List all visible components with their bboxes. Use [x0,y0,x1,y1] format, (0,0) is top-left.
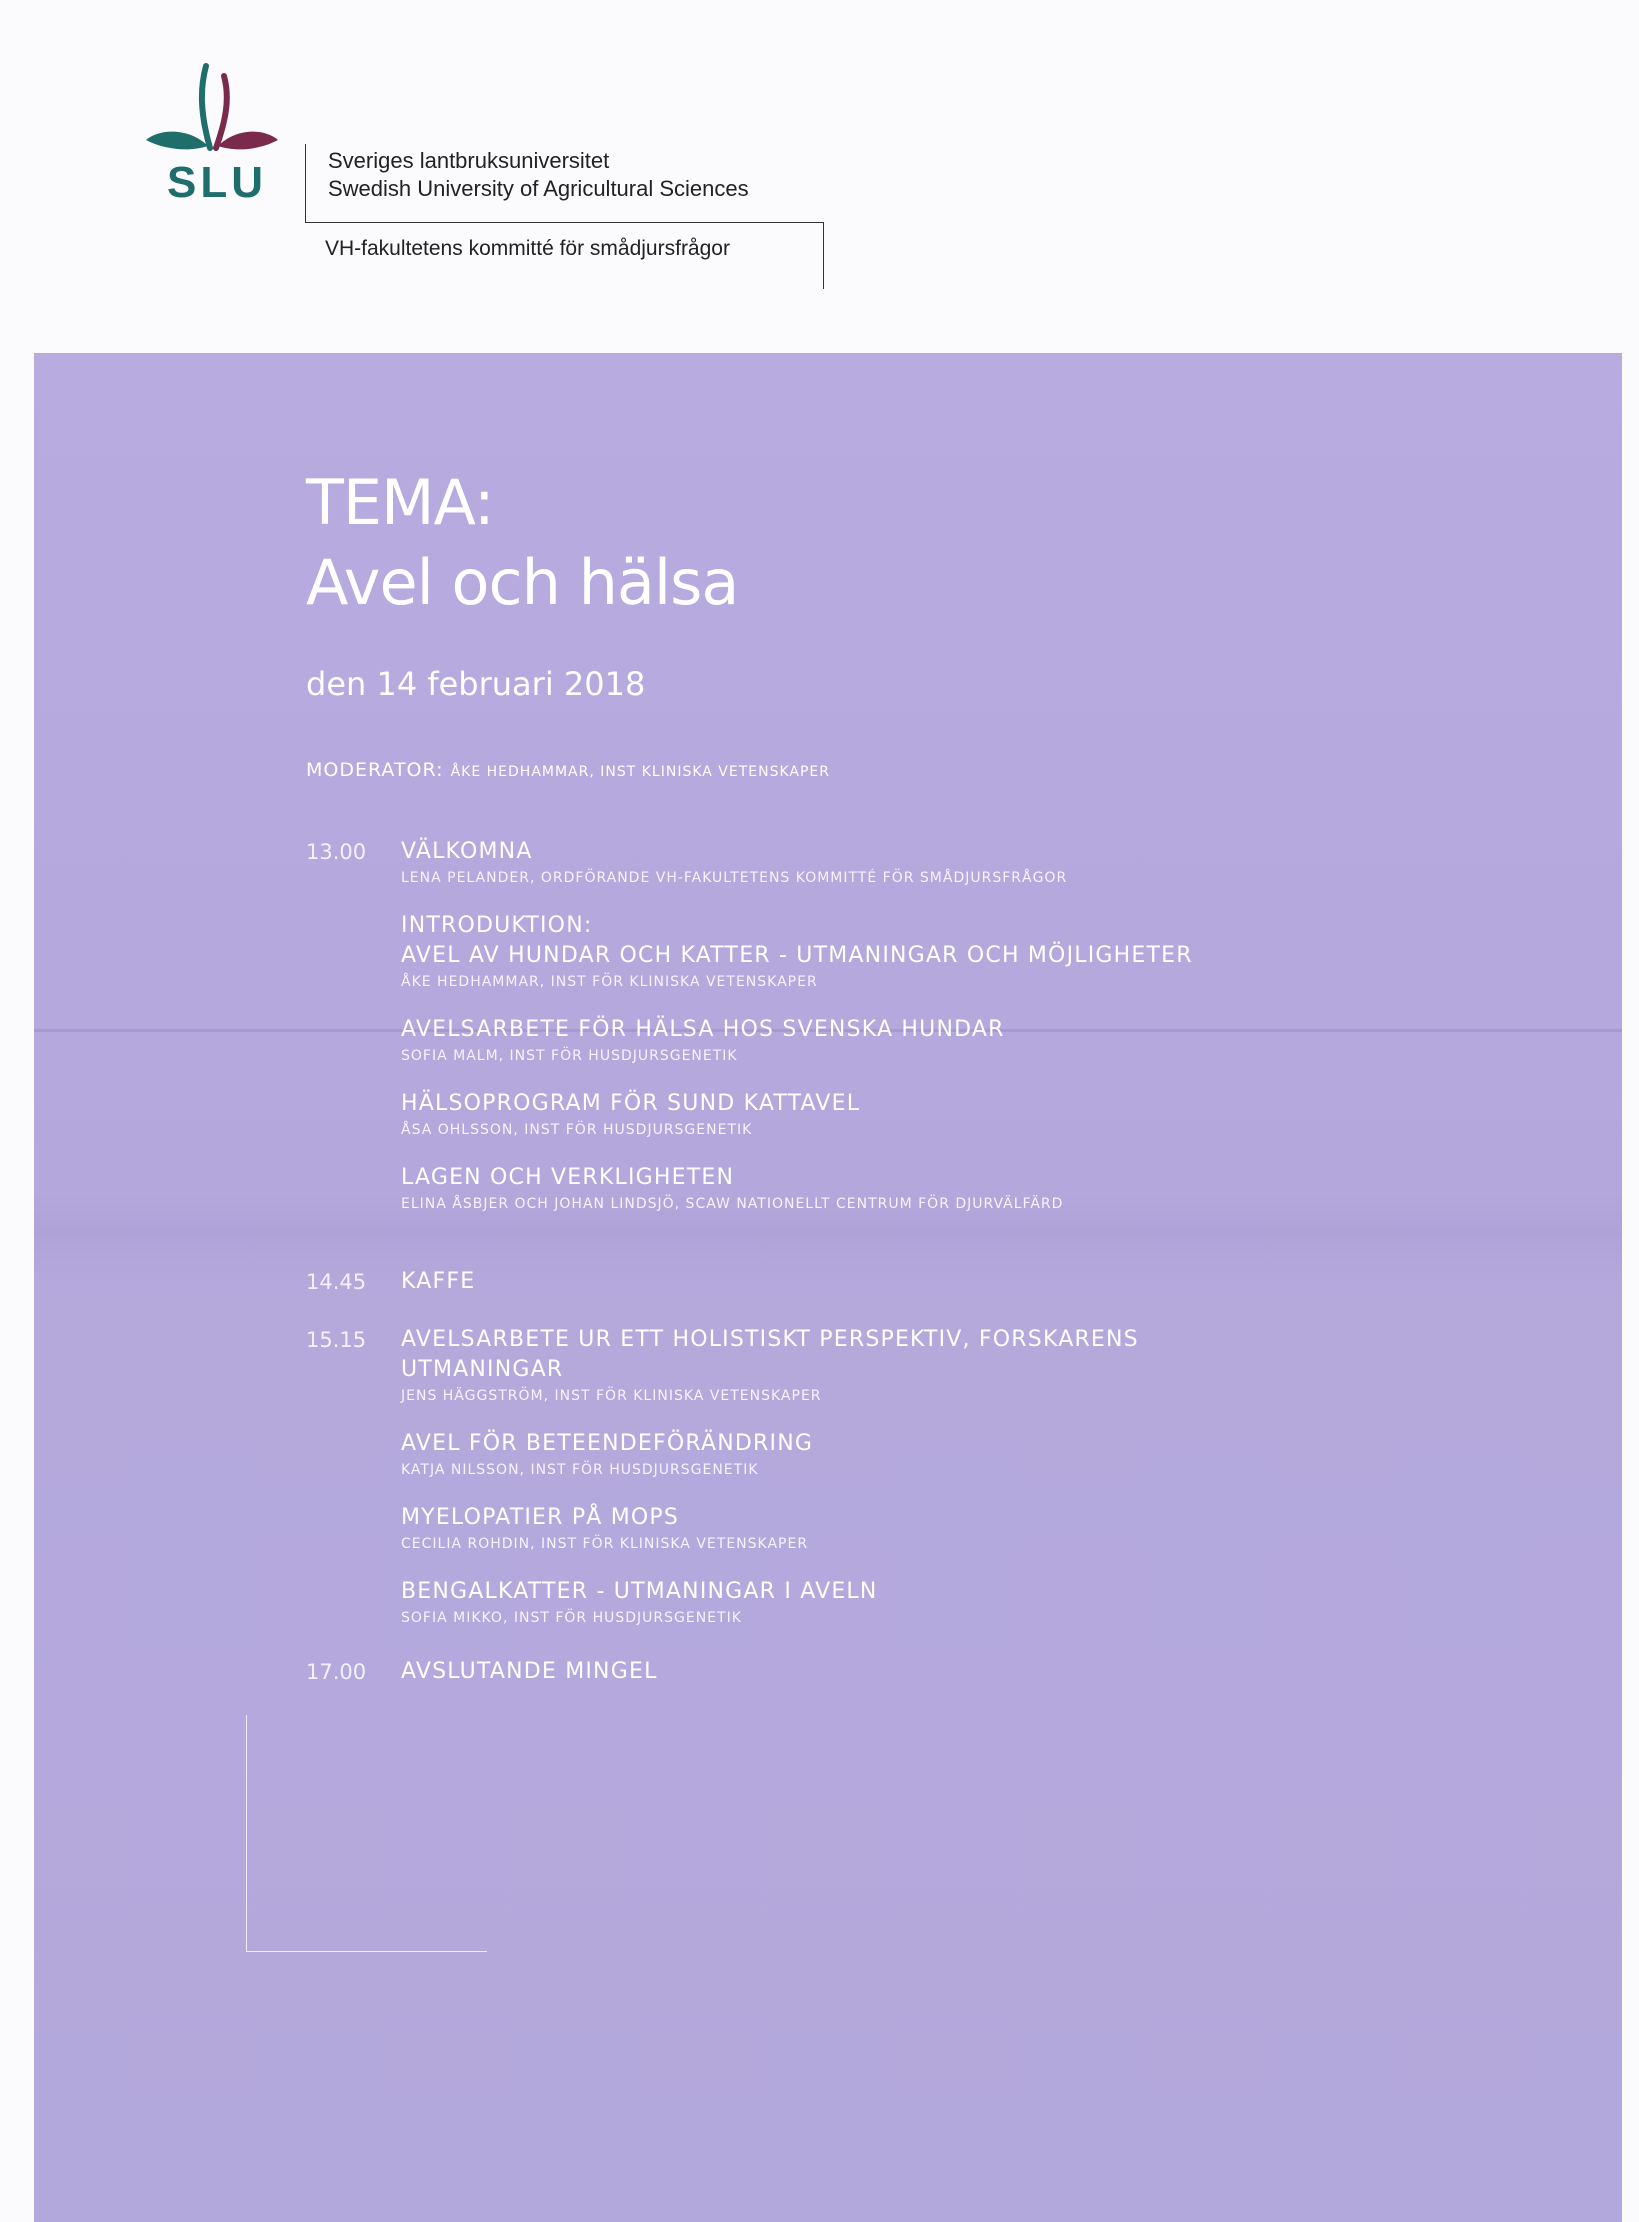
slu-leaf-icon [140,58,290,168]
event-date: den 14 februari 2018 [306,665,646,703]
program-panel [34,353,1622,2222]
agenda-item [306,1577,1506,1629]
agenda-time [306,1429,401,1481]
agenda-body [401,1015,1506,1067]
agenda-speaker: ELINA ÅSBJER OCH JOHAN LINDSJÖ, SCAW NATIONELLT CENTRUM FÖR DJURVÄLFÄRD [401,1196,1064,1212]
agenda-time [306,1163,401,1215]
agenda-item [306,1163,1506,1215]
decorative-bracket [246,1715,487,1952]
agenda-time [306,911,401,993]
agenda-time: 14.45 [306,1270,367,1294]
agenda-list [306,837,1506,1687]
agenda-speaker: SOFIA MALM, INST FÖR HUSDJURSGENETIK [401,1048,738,1064]
agenda-item [306,1429,1506,1481]
agenda-body [401,1089,1506,1141]
agenda-title: KAFFE [401,1269,476,1294]
agenda-time: 15.15 [306,1328,367,1352]
agenda-body [401,1429,1506,1481]
agenda-body [401,911,1506,993]
agenda-speaker: SOFIA MIKKO, INST FÖR HUSDJURSGENETIK [401,1610,742,1626]
program-content [306,463,1506,1709]
agenda-speaker: LENA PELANDER, ORDFÖRANDE VH-FAKULTETENS KOMMITTÉ FÖR SMÅDJURSFRÅGOR [401,870,1068,886]
document-header [0,0,1639,330]
agenda-item [306,1089,1506,1141]
agenda-item [306,1015,1506,1067]
agenda-time [306,1015,401,1067]
moderator-line [306,759,1506,781]
agenda-item [306,1325,1506,1407]
agenda-item [306,837,1506,889]
agenda-title: BENGALKATTER - UTMANINGAR I AVELN [401,1579,878,1604]
agenda-body [401,837,1506,889]
agenda-body [401,1325,1506,1407]
slu-wordmark: SLU [167,158,267,207]
agenda-item [306,1657,1506,1687]
agenda-title: HÄLSOPROGRAM FÖR SUND KATTAVEL [401,1091,861,1116]
agenda-speaker: ÅKE HEDHAMMAR, INST FÖR KLINISKA VETENSKAPER [401,974,818,990]
theme-title [306,463,1506,623]
agenda-body [401,1577,1506,1629]
agenda-title: MYELOPATIER PÅ MOPS [401,1505,680,1530]
agenda-speaker: JENS HÄGGSTRÖM, INST FÖR KLINISKA VETENSKAPER [401,1388,822,1404]
agenda-title: INTRODUKTION: AVEL AV HUNDAR OCH KATTER - UTMANINGAR OCH MÖJLIGHETER [401,913,1193,968]
agenda-time: 13.00 [306,840,367,864]
agenda-title: AVELSARBETE FÖR HÄLSA HOS SVENSKA HUNDAR [401,1017,1005,1042]
agenda-time: 17.00 [306,1660,367,1684]
university-name-swedish: Sveriges lantbruksuniversitet [328,148,610,173]
committee-name: VH-fakultetens kommitté för smådjursfrågor [325,237,730,260]
agenda-title: VÄLKOMNA [401,839,533,864]
agenda-time [306,1503,401,1555]
agenda-body [401,1267,1506,1297]
agenda-time [306,1577,401,1629]
agenda-item [306,1267,1506,1297]
agenda-body [401,1163,1506,1215]
theme-title-line1: TEMA: [306,466,494,539]
agenda-speaker: KATJA NILSSON, INST FÖR HUSDJURSGENETIK [401,1462,759,1478]
agenda-title: AVSLUTANDE MINGEL [401,1659,658,1684]
theme-title-line2: Avel och hälsa [306,546,739,619]
committee-box [305,222,824,289]
agenda-title: AVEL FÖR BETEENDEFÖRÄNDRING [401,1431,814,1456]
agenda-speaker: CECILIA ROHDIN, INST FÖR KLINISKA VETENSKAPER [401,1536,809,1552]
agenda-title: AVELSARBETE UR ETT HOLISTISKT PERSPEKTIV, FORSKARENS UTMANINGAR [401,1327,1139,1382]
agenda-body [401,1657,1506,1687]
agenda-title: LAGEN OCH VERKLIGHETEN [401,1165,735,1190]
agenda-item [306,1503,1506,1555]
agenda-item [306,911,1506,993]
agenda-speaker: ÅSA OHLSSON, INST FÖR HUSDJURSGENETIK [401,1122,753,1138]
agenda-body [401,1503,1506,1555]
moderator-name: ÅKE HEDHAMMAR, INST KLINISKA VETENSKAPER [450,764,831,780]
moderator-label: MODERATOR: [306,759,444,781]
university-name-english: Swedish University of Agricultural Sciences [328,176,749,201]
university-name-box [305,144,826,222]
agenda-time [306,1089,401,1141]
